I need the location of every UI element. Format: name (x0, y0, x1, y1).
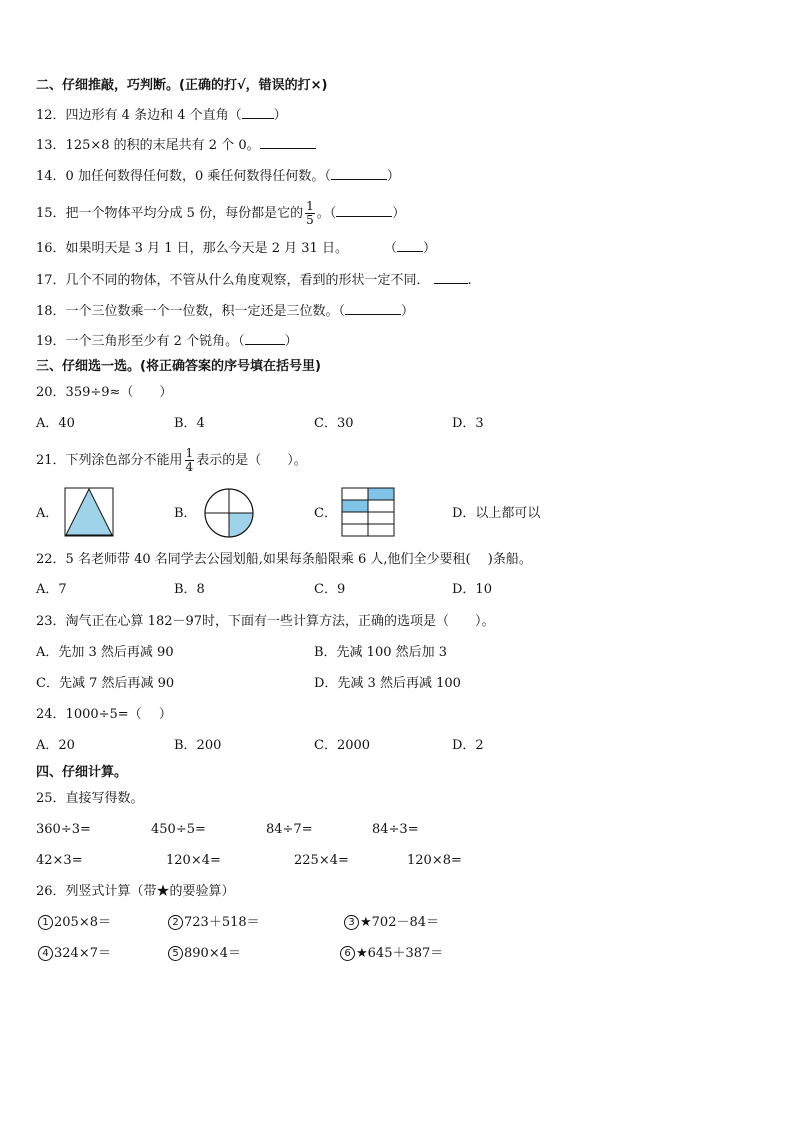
answer-blank-18[interactable] (345, 301, 401, 315)
question-21: 21．下列涂色部分不能用 $\frac{1}{4}$ 表示的是（ ）。 (36, 446, 307, 474)
answer-blank-16[interactable] (397, 238, 423, 252)
option-20-a[interactable]: A．40 (36, 416, 75, 431)
question-19: 19．一个三角形至少有 2 个锐角。（ ） (36, 331, 298, 351)
number-circle: 6 (340, 946, 355, 961)
number-circle: 3 (344, 915, 359, 930)
triangle-in-square-figure[interactable] (64, 487, 114, 537)
option-20-c[interactable]: C．30 (314, 416, 354, 431)
option-24-a[interactable]: A．20 (36, 738, 75, 753)
shaded-cell-left (342, 500, 368, 512)
section2-heading: 二、仔细推敲，巧判断。(正确的打√，错误的打×) (36, 78, 328, 93)
question-16: 16．如果明天是 3 月 1 日，那么今天是 2 月 31 日。 （ ） (36, 238, 436, 258)
calc-25-8: 120×8= (407, 853, 462, 868)
answer-blank-15[interactable] (336, 203, 392, 217)
option-23-d[interactable]: D．先减 3 然后再减 100 (314, 676, 461, 691)
question-20: 20．359÷9≈（ ） (36, 385, 173, 400)
vertical-calc-2: 2 723＋518＝ (168, 914, 260, 932)
question-14: 14．0 加任何数得任何数，0 乘任何数得任何数。（ ） (36, 166, 400, 186)
vertical-calc-5: 5 890×4＝ (168, 945, 241, 963)
calc-25-5: 42×3= (36, 853, 83, 868)
option-22-d[interactable]: D．10 (452, 582, 492, 597)
calc-25-7: 225×4= (294, 853, 349, 868)
vertical-calc-6: 6 ★645＋387＝ (340, 945, 443, 963)
option-22-c[interactable]: C．9 (314, 582, 346, 597)
answer-blank-17[interactable] (434, 270, 468, 284)
option-24-d[interactable]: D．2 (452, 738, 484, 753)
question-15-text: 15．把一个物体平均分成 5 份，每份都是它的 (36, 206, 304, 221)
number-circle: 1 (38, 915, 53, 930)
option-23-b[interactable]: B．先减 100 然后加 3 (314, 645, 448, 660)
question-16-text: 16．如果明天是 3 月 1 日，那么今天是 2 月 31 日。 (36, 241, 348, 256)
vertical-calc-1: 1 205×8＝ (38, 914, 111, 932)
question-22: 22．5 名老师带 40 名同学去公园划船,如果每条船限乘 6 人,他们全少要租( )条船。 (36, 552, 532, 567)
calc-25-2: 450÷5= (151, 822, 206, 837)
fraction-one-quarter: $\frac{1}{4}$ (185, 446, 194, 474)
question-17: 17．几个不同的物体，不管从什么角度观察，看到的形状一定不同． . (36, 270, 472, 290)
option-24-b[interactable]: B．200 (174, 738, 222, 753)
option-21-c[interactable]: C． (314, 506, 337, 521)
question-25: 25．直接写得数。 (36, 791, 144, 806)
option-23-c[interactable]: C．先减 7 然后再减 90 (36, 676, 175, 691)
section4-heading: 四、仔细计算。 (36, 765, 128, 780)
option-21-d[interactable]: D．以上都可以 (452, 506, 541, 521)
answer-blank-14[interactable] (331, 166, 387, 180)
question-19-text: 19．一个三角形至少有 2 个锐角。（ (36, 334, 245, 349)
question-21-text: 21．下列涂色部分不能用 (36, 453, 183, 468)
option-20-b[interactable]: B．4 (174, 416, 205, 431)
question-18: 18．一个三位数乘一个一位数，积一定还是三位数。（ ） (36, 301, 414, 321)
vertical-calc-4: 4 324×7＝ (38, 945, 111, 963)
shaded-cell-top-right (368, 488, 394, 500)
vertical-calc-3: 3 ★702－84＝ (344, 914, 439, 932)
number-circle: 2 (168, 915, 183, 930)
option-22-b[interactable]: B．8 (174, 582, 205, 597)
calc-25-3: 84÷7= (266, 822, 313, 837)
question-15: 15．把一个物体平均分成 5 份，每份都是它的 $\frac{1}{5}$ 。（ ） (36, 199, 406, 227)
option-24-c[interactable]: C．2000 (314, 738, 371, 753)
question-26: 26．列竖式计算（带★的要验算） (36, 884, 235, 899)
question-24: 24．1000÷5=（ ） (36, 707, 172, 722)
option-21-a[interactable]: A． (36, 506, 59, 521)
question-14-text: 14．0 加任何数得任何数，0 乘任何数得任何数。（ (36, 169, 331, 184)
grid-rectangle-figure[interactable] (341, 487, 395, 537)
question-23: 23．淘气正在心算 182－97时，下面有一些计算方法，正确的选项是（ ）。 (36, 614, 495, 629)
question-17-text: 17．几个不同的物体，不管从什么角度观察，看到的形状一定不同． (36, 273, 430, 288)
option-21-b[interactable]: B． (174, 506, 197, 521)
section3-heading: 三、仔细选一选。(将正确答案的序号填在括号里) (36, 359, 321, 374)
number-circle: 4 (38, 946, 53, 961)
answer-blank-19[interactable] (245, 331, 285, 345)
number-circle: 5 (168, 946, 183, 961)
question-18-text: 18．一个三位数乘一个一位数，积一定还是三位数。（ (36, 304, 346, 319)
option-22-a[interactable]: A．7 (36, 582, 67, 597)
question-13-text: 13．125×8 的积的末尾共有 2 个 0。 (36, 138, 260, 153)
question-12: 12．四边形有 4 条边和 4 个直角（ ） (36, 105, 287, 125)
option-23-a[interactable]: A．先加 3 然后再减 90 (36, 645, 174, 660)
circle-quarter-figure[interactable] (203, 487, 255, 539)
calc-25-1: 360÷3= (36, 822, 91, 837)
question-13 (36, 135, 316, 155)
calc-25-4: 84÷3= (372, 822, 419, 837)
answer-blank-13[interactable] (260, 135, 316, 149)
answer-blank-12[interactable] (242, 105, 274, 119)
option-20-d[interactable]: D．3 (452, 416, 484, 431)
question-12-text: 12．四边形有 4 条边和 4 个直角（ (36, 108, 242, 123)
calc-25-6: 120×4= (166, 853, 221, 868)
fraction-one-fifth: $\frac{1}{5}$ (306, 199, 314, 227)
